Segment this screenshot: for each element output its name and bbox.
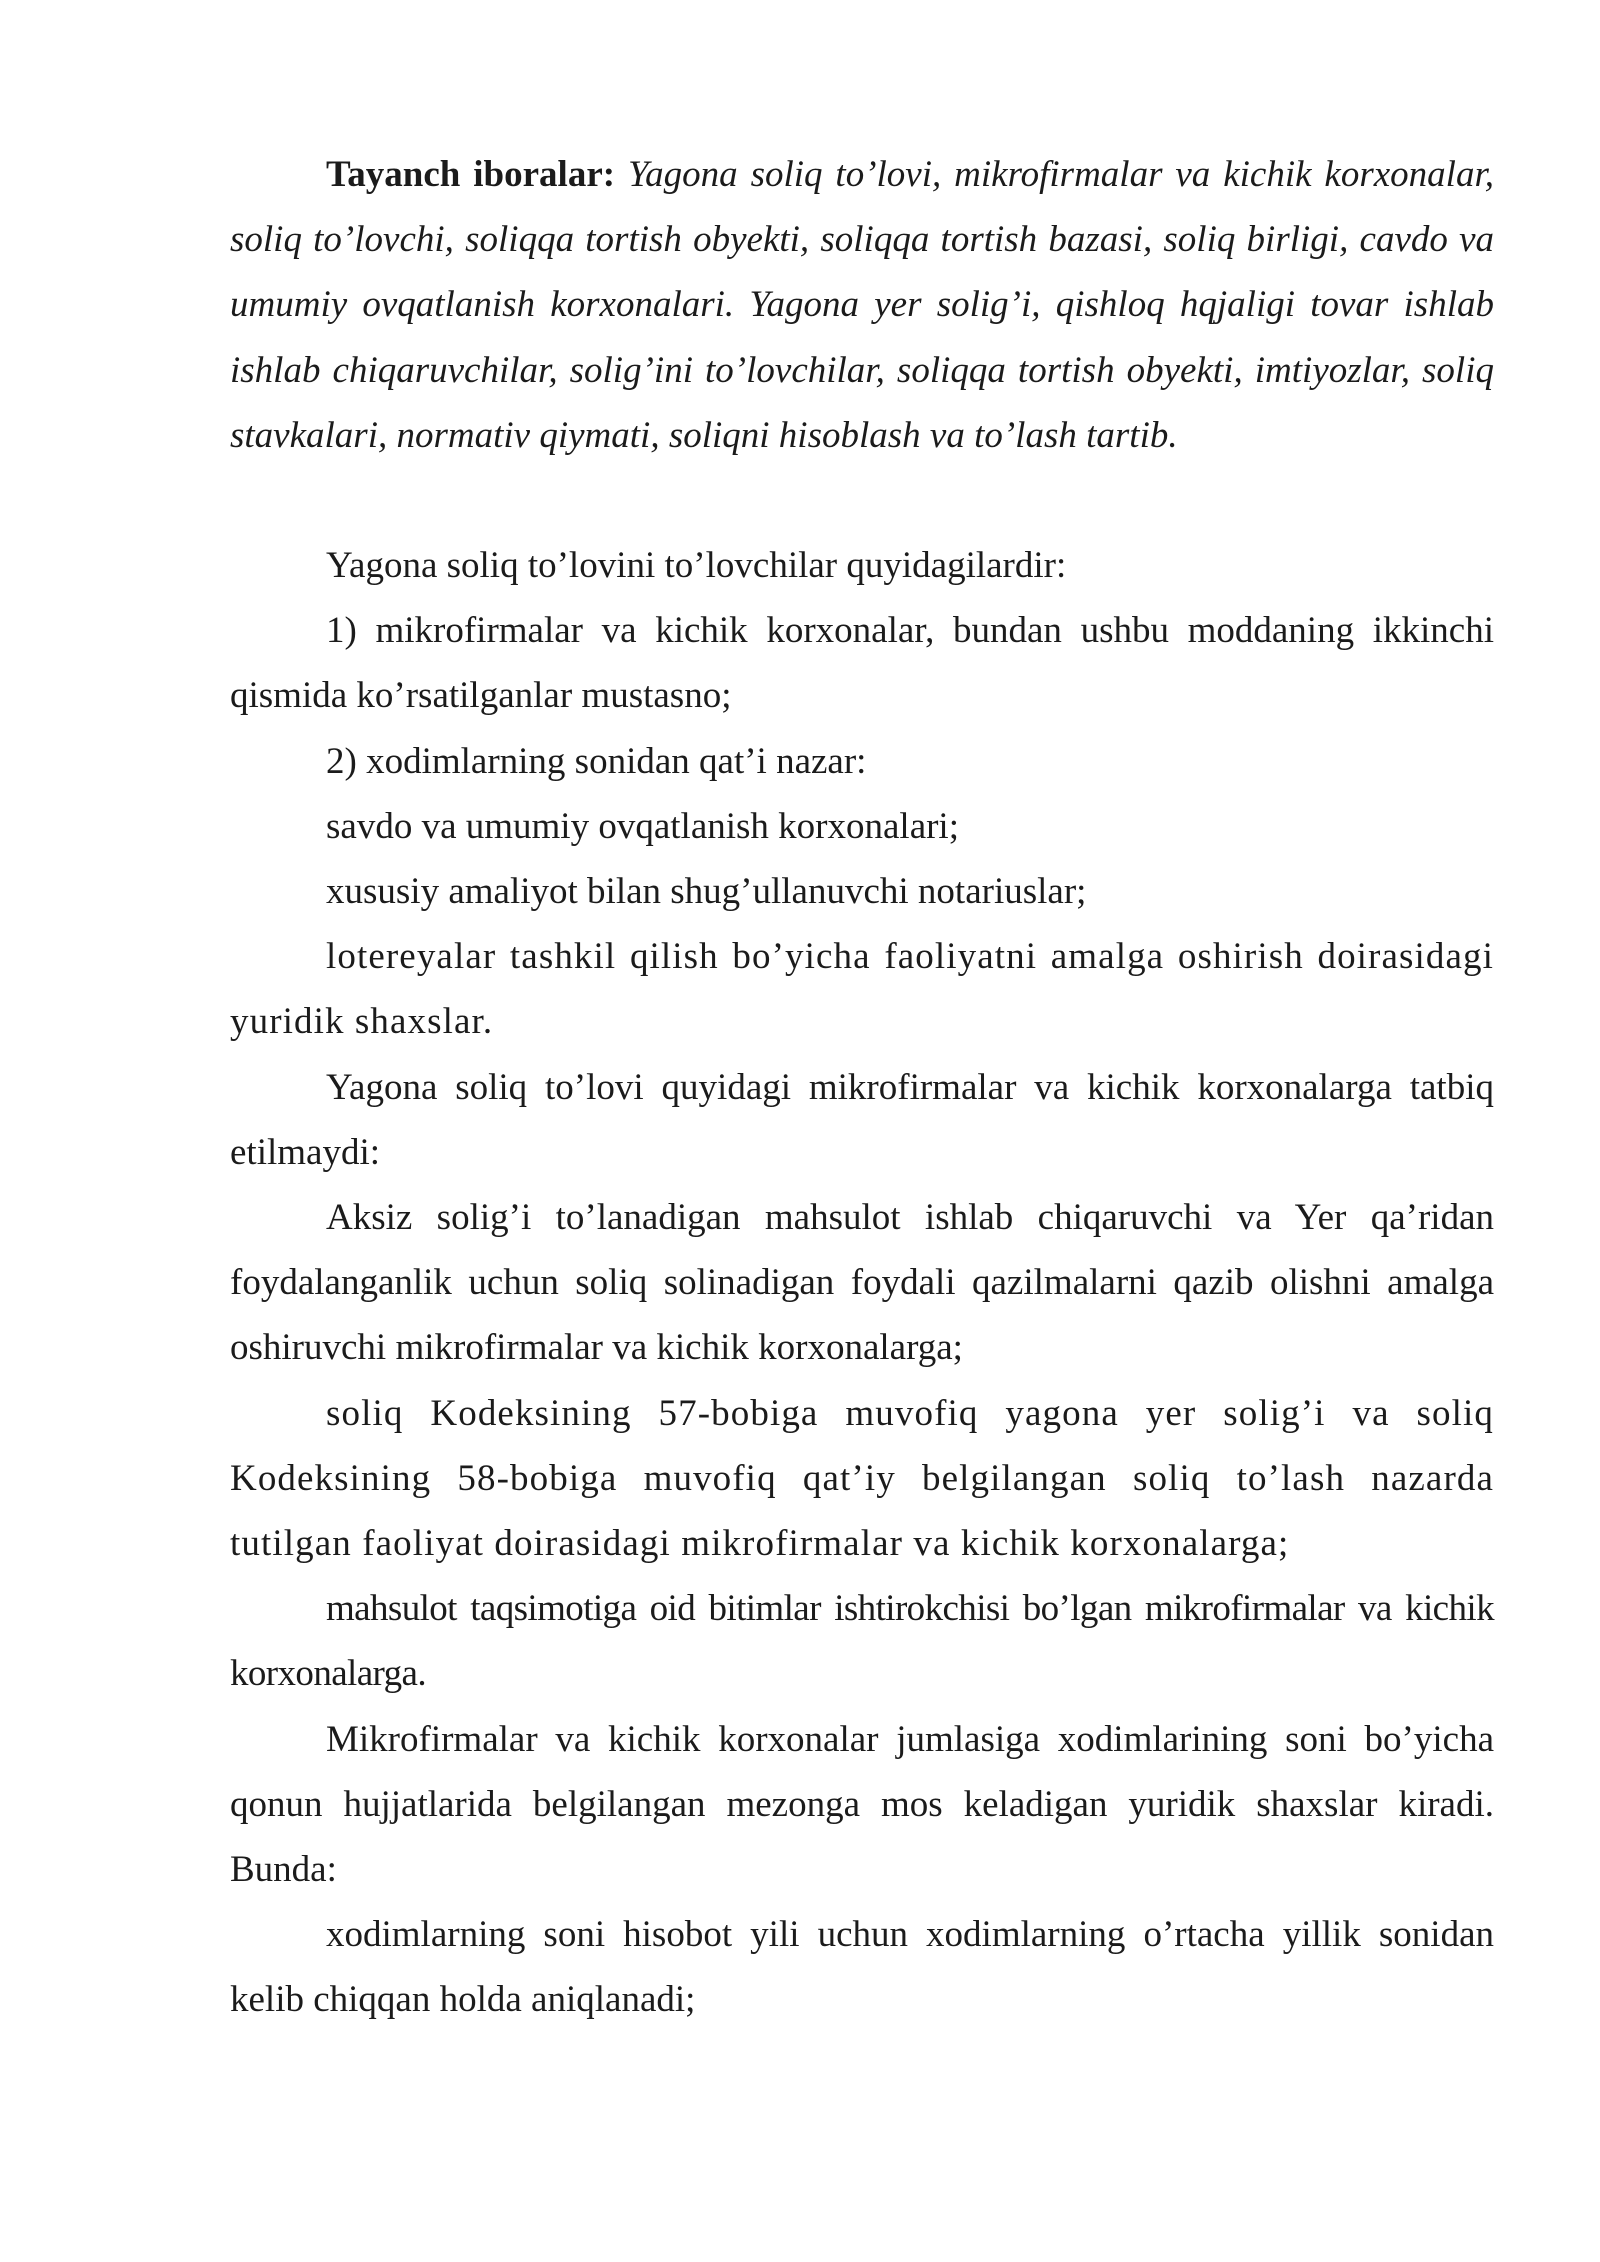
paragraph: Yagona soliq to’lovi quyidagi mikrofirmalar va kichik korxonalarga tatbiq etilmaydi: (230, 1066, 1494, 1173)
list-item: 1) mikrofirmalar va kichik korxonalar, bundan ushbu moddaning ikkinchi qismida ko’rsatilganlar mustasno; (230, 610, 1494, 717)
list-item: mahsulot taqsimotiga oid bitimlar ishtirokchisi bo’lgan mikrofirmalar va kichik korxonalarga. (230, 1588, 1494, 1695)
paragraph: Yagona soliq to’lovini to’lovchilar quyidagilardir: (326, 545, 1067, 587)
list-item: savdo va umumiy ovqatlanish korxonalari; (326, 805, 959, 847)
keywords-text: Yagona soliq to’lovi, mikrofirmalar va kichik korxonalar, soliq to’lovchi, soliqqa tortish obyekti, soliqqa tortish bazasi, soliq birligi, cavdo va umumiy ovqatlanish korxonalari. Yagona yer solig’i, qishloq hqjaligi tovar ishlab ishlab chiqaruvchilar, solig’ini to’lovchilar, soliqqa tortish obyekti, imtiyozlar, soliq stavkalari, normativ qiymati, soliqni hisoblash va to’lash tartib. (230, 154, 1494, 456)
list-item: lotereyalar tashkil qilish bo’yicha faoliyatni amalga oshirish doirasidagi yuridik shaxslar. (230, 936, 1494, 1043)
list-item: 2) xodimlarning sonidan qat’i nazar: (326, 740, 867, 782)
document-body (230, 142, 1494, 2033)
list-item: soliq Kodeksining 57-bobiga muvofiq yagona yer solig’i va soliq Kodeksining 58-bobiga muvofiq qat’iy belgilangan soliq to’lash nazarda tutilgan faoliyat doirasidagi mikrofirmalar va kichik korxonalarga; (230, 1392, 1494, 1565)
keywords-label: Tayanch iboralar: (326, 154, 616, 195)
keywords-paragraph (230, 142, 1494, 468)
list-item: xodimlarning soni hisobot yili uchun xodimlarning o’rtacha yillik sonidan kelib chiqqan holda aniqlanadi; (230, 1914, 1494, 2021)
list-item: xususiy amaliyot bilan shug’ullanuvchi notariuslar; (326, 871, 1087, 913)
list-item: Aksiz solig’i to’lanadigan mahsulot ishlab chiqaruvchi va Yer qa’ridan foydalanganlik uchun soliq solinadigan foydali qazilmalarni qazib olishni amalga oshiruvchi mikrofirmalar va kichik korxonalarga; (230, 1197, 1494, 1369)
paragraph: Mikrofirmalar va kichik korxonalar jumlasiga xodimlarining soni bo’yicha qonun hujjatlarida belgilangan mezonga mos keladigan yuridik shaxslar kiradi. Bunda: (230, 1718, 1494, 1891)
